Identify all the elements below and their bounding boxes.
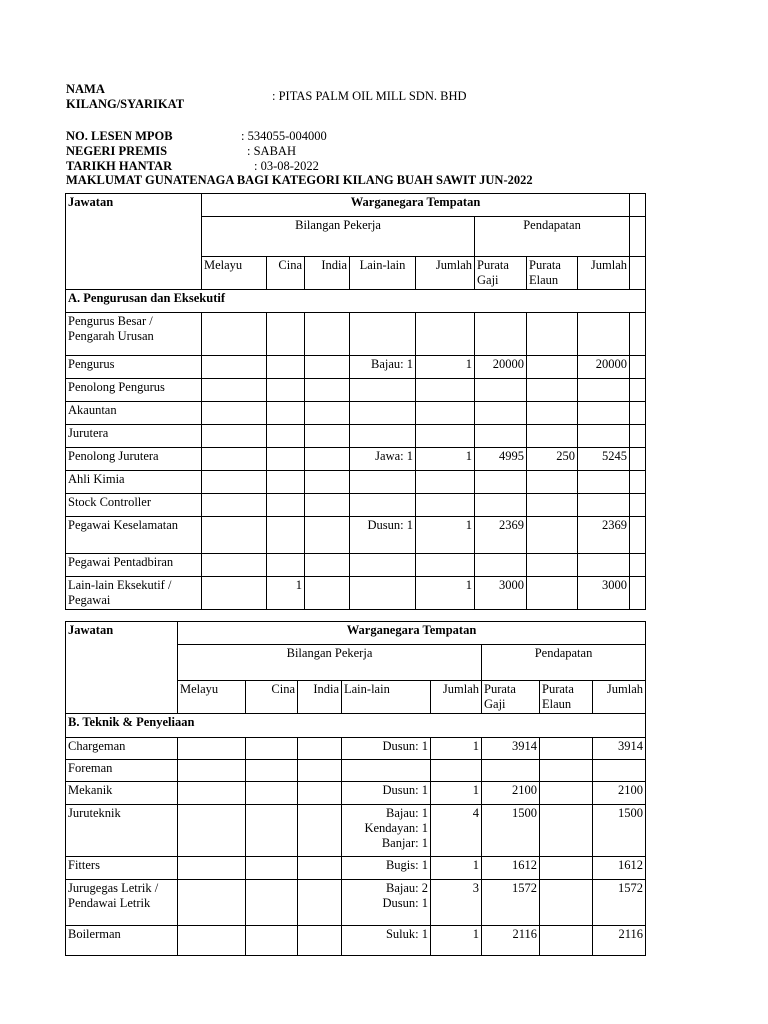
jumlah-pendapatan-cell <box>578 554 630 577</box>
lainlain-cell: Dusun: 1 <box>342 782 431 805</box>
jumlah-cell: 1 <box>431 738 482 760</box>
company-name-value: : PITAS PALM OIL MILL SDN. BHD <box>272 89 467 103</box>
table-row <box>66 805 646 857</box>
jawatan-cell: Foreman <box>66 760 178 782</box>
table-row <box>66 402 646 425</box>
jumlah-pendapatan-cell: 3000 <box>578 577 630 610</box>
jumlah-pendapatan-cell <box>578 494 630 517</box>
purata-elaun-cell <box>540 760 593 782</box>
jumlah-pendapatan-cell <box>578 471 630 494</box>
jumlah-pendapatan-cell <box>593 760 646 782</box>
jumlah-pendapatan-cell: 2100 <box>593 782 646 805</box>
melayu-cell <box>202 448 267 471</box>
jawatan-cell: Pengurus Besar / Pengarah Urusan <box>66 313 202 356</box>
purata-elaun-cell <box>527 494 578 517</box>
cina-cell <box>267 517 305 554</box>
purata-elaun-header: Purata Elaun <box>540 681 593 714</box>
table-row <box>66 577 646 610</box>
cina-cell <box>246 805 298 857</box>
india-cell <box>298 926 342 956</box>
license-label: NO. LESEN MPOB <box>66 129 173 143</box>
table-row <box>66 313 646 356</box>
table-edge-cell <box>630 313 646 356</box>
melayu-header: Melayu <box>178 681 246 714</box>
jawatan-cell: Jurutera <box>66 425 202 448</box>
melayu-cell <box>202 494 267 517</box>
lainlain-cell: Bajau: 1 <box>350 356 416 379</box>
jumlah-cell: 1 <box>431 926 482 956</box>
lainlain-cell: Dusun: 1 <box>350 517 416 554</box>
melayu-cell <box>202 471 267 494</box>
warganegara-header: Warganegara Tempatan <box>202 194 630 217</box>
jumlah-pendapatan-cell: 2369 <box>578 517 630 554</box>
lainlain-cell: Bajau: 2 Dusun: 1 <box>342 880 431 926</box>
table-row <box>66 760 646 782</box>
jumlah-cell <box>416 471 475 494</box>
india-cell <box>298 805 342 857</box>
jumlah-cell <box>416 494 475 517</box>
jumlah-cell <box>416 379 475 402</box>
melayu-cell <box>202 402 267 425</box>
melayu-cell <box>178 760 246 782</box>
lainlain-cell <box>350 471 416 494</box>
table-edge-cell <box>630 471 646 494</box>
cina-cell <box>267 494 305 517</box>
jawatan-cell: Stock Controller <box>66 494 202 517</box>
jumlah-cell: 1 <box>416 356 475 379</box>
india-cell <box>305 471 350 494</box>
purata-gaji-cell: 3000 <box>475 577 527 610</box>
table-row <box>66 738 646 760</box>
jawatan-cell: Pegawai Pentadbiran <box>66 554 202 577</box>
india-cell <box>305 517 350 554</box>
workforce-table-section-a <box>65 193 646 610</box>
purata-elaun-cell <box>527 471 578 494</box>
section-a-title: A. Pengurusan dan Eksekutif <box>66 290 646 313</box>
jumlah-pendapatan-cell: 1572 <box>593 880 646 926</box>
jumlah-pendapatan-header: Jumlah <box>593 681 646 714</box>
document-title: MAKLUMAT GUNATENAGA BAGI KATEGORI KILANG BUAH SAWIT JUN-2022 <box>66 173 533 187</box>
cina-cell: 1 <box>267 577 305 610</box>
jumlah-cell <box>431 760 482 782</box>
purata-elaun-cell <box>540 738 593 760</box>
table-row <box>66 517 646 554</box>
state-label: NEGERI PREMIS <box>66 144 168 158</box>
melayu-cell <box>202 313 267 356</box>
india-cell <box>298 857 342 880</box>
license-value: : 534055-004000 <box>241 129 327 143</box>
table-row <box>66 926 646 956</box>
table-edge-cell <box>630 379 646 402</box>
purata-elaun-cell <box>527 577 578 610</box>
bilangan-header: Bilangan Pekerja <box>178 645 482 681</box>
jumlah-pendapatan-cell <box>578 313 630 356</box>
lainlain-cell: Dusun: 1 <box>342 738 431 760</box>
purata-elaun-cell <box>527 313 578 356</box>
jumlah-cell: 4 <box>431 805 482 857</box>
jumlah-cell: 1 <box>416 577 475 610</box>
purata-gaji-cell <box>475 379 527 402</box>
india-cell <box>305 356 350 379</box>
purata-gaji-cell <box>475 313 527 356</box>
table-edge-cell <box>630 577 646 610</box>
purata-elaun-cell <box>527 402 578 425</box>
purata-gaji-header: Purata Gaji <box>482 681 540 714</box>
purata-gaji-cell: 2369 <box>475 517 527 554</box>
india-cell <box>305 379 350 402</box>
cina-cell <box>267 471 305 494</box>
jawatan-cell: Boilerman <box>66 926 178 956</box>
table-row <box>66 782 646 805</box>
section-b-title: B. Teknik & Penyeliaan <box>66 714 646 738</box>
purata-elaun-cell <box>540 805 593 857</box>
table-row <box>66 425 646 448</box>
cina-cell <box>246 782 298 805</box>
melayu-cell <box>178 857 246 880</box>
jawatan-cell: Akauntan <box>66 402 202 425</box>
lainlain-cell <box>350 313 416 356</box>
cina-header: Cina <box>246 681 298 714</box>
table-edge-cell <box>630 194 646 217</box>
table-row <box>66 880 646 926</box>
workforce-table-section-b <box>65 621 646 956</box>
india-cell <box>305 577 350 610</box>
melayu-cell <box>202 379 267 402</box>
jumlah-cell: 3 <box>431 880 482 926</box>
india-cell <box>305 494 350 517</box>
jawatan-cell: Mekanik <box>66 782 178 805</box>
cina-cell <box>246 926 298 956</box>
pendapatan-header: Pendapatan <box>482 645 646 681</box>
purata-gaji-cell: 4995 <box>475 448 527 471</box>
jumlah-pendapatan-cell: 3914 <box>593 738 646 760</box>
lainlain-cell <box>350 425 416 448</box>
jumlah-cell <box>416 425 475 448</box>
india-cell <box>305 448 350 471</box>
purata-gaji-cell <box>475 494 527 517</box>
purata-elaun-cell <box>540 926 593 956</box>
pendapatan-header: Pendapatan <box>475 217 630 257</box>
table-row <box>66 494 646 517</box>
table-edge-cell <box>630 402 646 425</box>
melayu-cell <box>178 805 246 857</box>
jumlah-cell: 1 <box>431 857 482 880</box>
submit-date-value: : 03-08-2022 <box>254 159 319 173</box>
cina-cell <box>267 356 305 379</box>
purata-gaji-cell: 1500 <box>482 805 540 857</box>
jawatan-cell: Jurugegas Letrik / Pendawai Letrik <box>66 880 178 926</box>
lainlain-cell <box>342 760 431 782</box>
jawatan-cell: Fitters <box>66 857 178 880</box>
lainlain-cell: Bajau: 1 Kendayan: 1 Banjar: 1 <box>342 805 431 857</box>
cina-cell <box>267 425 305 448</box>
melayu-cell <box>202 517 267 554</box>
purata-elaun-cell <box>527 517 578 554</box>
lainlain-cell: Bugis: 1 <box>342 857 431 880</box>
company-name-label-line2: KILANG/SYARIKAT <box>66 97 185 111</box>
purata-elaun-cell <box>527 379 578 402</box>
purata-gaji-cell: 3914 <box>482 738 540 760</box>
purata-elaun-cell <box>540 857 593 880</box>
cina-cell <box>267 402 305 425</box>
melayu-header: Melayu <box>202 257 267 290</box>
table-row <box>66 448 646 471</box>
melayu-cell <box>178 782 246 805</box>
cina-cell <box>267 554 305 577</box>
india-cell <box>298 880 342 926</box>
table-edge-cell <box>630 517 646 554</box>
purata-elaun-cell: 250 <box>527 448 578 471</box>
jawatan-cell: Penolong Pengurus <box>66 379 202 402</box>
cina-cell <box>246 738 298 760</box>
india-cell <box>298 738 342 760</box>
jumlah-pendapatan-cell: 2116 <box>593 926 646 956</box>
india-cell <box>305 554 350 577</box>
purata-gaji-cell: 1572 <box>482 880 540 926</box>
jawatan-cell: Ahli Kimia <box>66 471 202 494</box>
table-row <box>66 554 646 577</box>
jawatan-cell: Lain-lain Eksekutif / Pegawai <box>66 577 202 610</box>
lainlain-header: Lain-lain <box>350 257 416 290</box>
jawatan-cell: Pegawai Keselamatan <box>66 517 202 554</box>
submit-date-label: TARIKH HANTAR <box>66 159 173 173</box>
purata-gaji-cell <box>482 760 540 782</box>
jawatan-header: Jawatan <box>66 622 178 714</box>
table-edge-cell <box>630 257 646 290</box>
table-row <box>66 471 646 494</box>
cina-header: Cina <box>267 257 305 290</box>
jumlah-cell: 1 <box>416 448 475 471</box>
cina-cell <box>246 880 298 926</box>
jumlah-cell: 1 <box>431 782 482 805</box>
melayu-cell <box>202 356 267 379</box>
jawatan-cell: Pengurus <box>66 356 202 379</box>
melayu-cell <box>178 926 246 956</box>
jumlah-cell: 1 <box>416 517 475 554</box>
table-edge-cell <box>630 554 646 577</box>
melayu-cell <box>202 425 267 448</box>
india-cell <box>298 782 342 805</box>
jawatan-cell: Chargeman <box>66 738 178 760</box>
jumlah-cell <box>416 554 475 577</box>
bilangan-header: Bilangan Pekerja <box>202 217 475 257</box>
jumlah-pendapatan-cell: 20000 <box>578 356 630 379</box>
lainlain-cell <box>350 402 416 425</box>
jumlah-pendapatan-cell: 1612 <box>593 857 646 880</box>
jumlah-header: Jumlah <box>416 257 475 290</box>
purata-gaji-cell <box>475 425 527 448</box>
melayu-cell <box>178 880 246 926</box>
jumlah-pendapatan-header: Jumlah <box>578 257 630 290</box>
lainlain-cell <box>350 494 416 517</box>
jumlah-pendapatan-cell <box>578 379 630 402</box>
table-edge-cell <box>630 356 646 379</box>
jawatan-header: Jawatan <box>66 194 202 290</box>
purata-gaji-cell: 1612 <box>482 857 540 880</box>
melayu-cell <box>178 738 246 760</box>
purata-elaun-cell <box>540 880 593 926</box>
purata-gaji-header: Purata Gaji <box>475 257 527 290</box>
purata-gaji-cell: 20000 <box>475 356 527 379</box>
purata-elaun-cell <box>527 356 578 379</box>
jumlah-pendapatan-cell: 5245 <box>578 448 630 471</box>
lainlain-cell <box>350 379 416 402</box>
cina-cell <box>267 313 305 356</box>
jumlah-header: Jumlah <box>431 681 482 714</box>
purata-elaun-header: Purata Elaun <box>527 257 578 290</box>
table-row <box>66 857 646 880</box>
table-edge-cell <box>630 448 646 471</box>
purata-gaji-cell <box>475 554 527 577</box>
lainlain-cell: Jawa: 1 <box>350 448 416 471</box>
purata-elaun-cell <box>527 554 578 577</box>
purata-elaun-cell <box>527 425 578 448</box>
state-value: : SABAH <box>247 144 296 158</box>
cina-cell <box>267 448 305 471</box>
purata-gaji-cell: 2100 <box>482 782 540 805</box>
melayu-cell <box>202 577 267 610</box>
india-header: India <box>298 681 342 714</box>
table-row <box>66 379 646 402</box>
jumlah-cell <box>416 402 475 425</box>
jawatan-cell: Juruteknik <box>66 805 178 857</box>
lainlain-cell: Suluk: 1 <box>342 926 431 956</box>
jumlah-cell <box>416 313 475 356</box>
india-cell <box>305 313 350 356</box>
purata-gaji-cell: 2116 <box>482 926 540 956</box>
warganegara-header: Warganegara Tempatan <box>178 622 646 645</box>
india-cell <box>298 760 342 782</box>
purata-gaji-cell <box>475 471 527 494</box>
purata-gaji-cell <box>475 402 527 425</box>
cina-cell <box>246 760 298 782</box>
jumlah-pendapatan-cell <box>578 425 630 448</box>
india-cell <box>305 402 350 425</box>
company-name-label-line1: NAMA <box>66 82 105 96</box>
jawatan-cell: Penolong Jurutera <box>66 448 202 471</box>
cina-cell <box>246 857 298 880</box>
jumlah-pendapatan-cell <box>578 402 630 425</box>
purata-elaun-cell <box>540 782 593 805</box>
table-edge-cell <box>630 217 646 257</box>
lainlain-header: Lain-lain <box>342 681 431 714</box>
lainlain-cell <box>350 577 416 610</box>
table-edge-cell <box>630 494 646 517</box>
table-row <box>66 356 646 379</box>
india-header: India <box>305 257 350 290</box>
table-edge-cell <box>630 425 646 448</box>
india-cell <box>305 425 350 448</box>
lainlain-cell <box>350 554 416 577</box>
cina-cell <box>267 379 305 402</box>
melayu-cell <box>202 554 267 577</box>
jumlah-pendapatan-cell: 1500 <box>593 805 646 857</box>
